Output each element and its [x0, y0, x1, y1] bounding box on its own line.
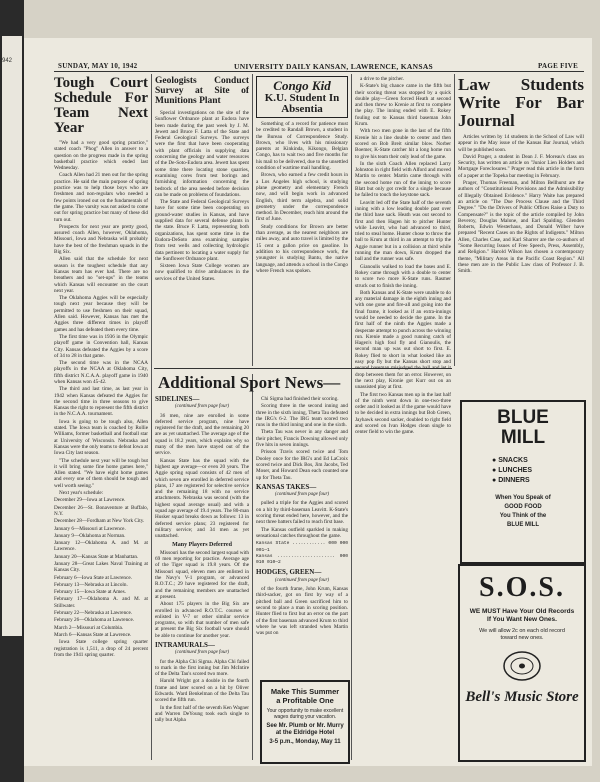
column-rule	[151, 74, 152, 760]
paragraph: Prisson Travis scored twice and Tom Dooley once for the IRG's and Ed LaCroix scored twice and Dick Bos, Jim Jacobs, Ted Moser, and Howard Dean each counted one up for Theta Tau.	[256, 449, 348, 481]
congo-banner: Congo Kid	[273, 78, 331, 93]
article-law-students	[458, 76, 584, 394]
headline-basketball: Tough Court Schedule For Team Next Year	[54, 76, 148, 136]
ad-summer-line: Your opportunity to make excellent wages during your vacation.	[266, 708, 344, 720]
record-icon	[502, 648, 542, 682]
paragraph: Kansas State has the squad with the highest age average—or even 20 years. The Aggie spring squad consists of 42 men of which seven are enrolled in deferred service plans, 17 are registered for selective service and the remaining 18 with no service attachments. Nebraska was second (with the highest squad average usual) and with a squad age average of 19.4 years. The 80-man Husker squad breaks down as follows: 13 in deferred service plans; 23 registered for military service; and 34 men as yet unattached.	[155, 457, 249, 540]
paragraph: a drive to the pitcher.	[360, 76, 404, 82]
paragraph: The third and last time, as last year in 1942 when Kansas defeated the Aggies for the second time in three seasons to give Kansas the right to represent the fifth district in the N.C.A.A. tournament.	[54, 386, 148, 418]
paragraph: Study conditions for Brown are better than average, as the nearest neighbors are miles away, and auto travel is limited by the 15 cent a gallon price on gasoline. In addition to his correspondence work, the youngster is studying Bantu, the native language, and attends a school in the Congo where French was spoken.	[256, 223, 348, 274]
paragraph: Prospects for next year are pretty good, assured coach Allen, however, Oklahoma, Missouri, Iowa and Nebraska will probably have the best of the freshman squads in the Big Six.	[54, 223, 148, 256]
paragraph: Next year's schedule:	[59, 490, 104, 497]
schedule-entry: February 26—Oklahoma at Lawrence.	[54, 617, 135, 624]
paragraph: Chi Sigma had finished their scoring.	[261, 396, 339, 402]
column-rule	[454, 74, 455, 366]
paragraph: Iowa State college spring quarter registration is 1,511, a drop of 24 percent from the 1941 spring quarter.	[54, 639, 148, 658]
headline-law: Law Students Write For Bar Journal	[458, 76, 584, 130]
header-rule	[54, 71, 584, 72]
ad-menu-list	[492, 456, 584, 486]
article-sidelines-intramurals	[155, 396, 249, 760]
newspaper-page	[24, 38, 592, 766]
article-baseball-continued	[355, 76, 451, 760]
paragraph: "The schedule next year will be tough but it will bring some fine home games here," Allen stated. "We have eight home games and every one of them should be tough and well worth seeing."	[54, 457, 148, 489]
paragraph: Allen said that the schedule for next season is the toughest schedule that any Kansas team has ever had. There are no breathers and no "set-ups" in the teams which Kansas will encounter on the court next year.	[54, 256, 148, 294]
continued-note: (continued from page four)	[174, 650, 230, 656]
box-score	[256, 541, 348, 566]
box-score-row: Kansas ..................... 000 010 010—2	[256, 553, 348, 566]
ad-tagline	[462, 494, 584, 530]
paragraph: Missouri has the second largest squad with 69 men reporting for practice. Average age of the Tiger squad is 19.8 years. Of the Missouri squad, eleven men are enlisted in the Navy's V-1 program, or advanced R.O.T.C.; 29 have registered for the draft, and the remaining members are unattached at present.	[155, 549, 249, 600]
paragraph: Iowa is going to be tough also, Allen stated. The Iowa team is coached by Rollie Williams, former basketball and football star at University of Wisconsin. Nebraska and Kansas were the only teams to defeat Iowa at Iowa City last season.	[54, 418, 148, 457]
paragraph: for the Alpha Chi Sigma. Alpha Chi failed to mark in the first inning but Jim McIntire of the Delta Tau's scored two more.	[155, 658, 249, 678]
ad-tag-line: BLUE MILL	[507, 522, 539, 528]
paragraph: K-State's big chance came in the fifth but their scoring threat was stopped by a quick double play—Green forced Heath at second and then threw to Krenie at first to complete the play. The inning ended with E. Rokey fouling out to Kansas third baseman John Krum.	[355, 83, 451, 128]
schedule-entry: February 22—Nebraska at Lawrence.	[54, 610, 133, 617]
schedule-entry: March 2—Missouri at Columbia.	[54, 624, 124, 631]
ad-title-line: MILL	[500, 427, 546, 448]
paragraph: Special investigations on the site of the Sunflower Ordnance plant at Eudora have been made during the past week by J. M. Jewett and Bruce F. Latta of the State and Federal Geological Surveys. The surveys were the first that have been cooperating with plant officials in supplying data concerning the geology and water resources of the De-Soto-Eudora area. Jewett has spent some time there locating stone quarries, examining cores from test borings and furnishing information concerning the bedrock of the area needed before decision can be made on problems of foundations.	[155, 110, 249, 198]
column-rule	[252, 74, 253, 366]
paragraph: Coach Allen had 21 men out for the spring practice. He said the main purpose of spring practice was to help those boys who are freshmen and non-regulars who needed a few points ironed out on the fundamentals of the game. The varsity was not asked to come out for spring practice but many of these did turn out.	[54, 172, 148, 223]
paragraph: Harold Wright got a double in the fourth frame and later scored on a hit by Oliver Edwards. Ward Benkelman of the Delta Tau scored the fifth run.	[155, 678, 249, 704]
ad-sos-line: WE MUST Have Your Old Records If You Want New Ones.	[469, 608, 575, 623]
schedule-entry: December 26—St. Bonaventure at Buffalo, N.Y.	[54, 504, 148, 517]
ad-summer-line: 3-5 p.m., Monday, May 11	[269, 739, 341, 745]
paragraph: Gianoulis walked to load the bases and E. Rokey came through with a double to center to score two more K-State runs. Rasmer struck out to finish the inning.	[355, 263, 451, 289]
schedule-entry: January 28—Great Lakes Naval Training at Kansas City.	[54, 561, 148, 574]
continued-note: (continued from page four)	[174, 404, 230, 410]
paragraph: pulled a triple for the Aggies and scored on a hit by third-baseman Leavitt. K-State's scoring threat ended here, however, and the next three batters failed to reach first base.	[256, 500, 348, 526]
header-paper-name: UNIVERSITY DAILY KANSAN, LAWRENCE, KANSAS	[234, 62, 434, 71]
headline-additional-sport-news: Additional Sport News—	[158, 373, 341, 392]
schedule-entry: January 12—Oklahoma A. and M. at Lawrence.	[54, 540, 148, 553]
paragraph: Brown, who earned a few credit hours in a Los Angeles high school, is studying plane geometry and elementary French now, and will begin work in advanced English, third term algebra, and solid geometry under the correspondence method. In December, reach him around the first of June.	[256, 172, 348, 223]
subhead-intramurals: INTRAMURALS—	[155, 640, 215, 649]
binder-edge	[0, 0, 24, 782]
headline-congo: K.U. Student In Absentia	[264, 92, 340, 115]
column-rule	[252, 374, 253, 760]
paragraph: Sixteen Iowa State College women are now qualified to drive ambulances in the services of the United States.	[155, 263, 249, 282]
paragraph: of the fourth frame, John Krum, Kansas third-sacker, got on first by way of a pitched ball and Green sacrificed him to second to place a man in scoring position. Hunter flied to first but an error on the part of the first baseman advanced Krum to third where he was left stranded when Martin was put on	[256, 586, 348, 637]
section-rule	[154, 368, 452, 369]
paragraph: Something of a record for patience must be credited to Randall Brown, a student in the Bureau of Correspondence Study. Brown, who lives with his missionary parents at Kinkinda, Kikongo, Belgian Congo, has to wait two and five months for his mail to be delivered, due to the unsettled condition of wartime mail handling.	[256, 121, 348, 172]
paragraph: With two men gone in the last of the fifth Krenie hit a line double to center and then scored on Bob Breit similar blow. Norber Boemer, K-State catcher hit a long home run to give his team their only lead of the game.	[355, 128, 451, 160]
column-rule	[351, 74, 352, 760]
ad-summer-line: See Mr. Plumb or Mr. Murry at the Eldridge Hotel	[266, 723, 344, 736]
ad-menu-item: ● LUNCHES	[492, 467, 533, 474]
paragraph: Leavitt led off the State half of the seventh inning with a low leading double past over the third base sack. Heath was out second to first and then Hagen hit to pitcher Hunter while Leavitt, who had advanced to third, tried to steal home. Hunter chose to throw the ball to Krum at third in an attempt to trip the Aggie runner but in a collision at third while running the man down, Krum dropped the ball and the runner was safe.	[355, 199, 451, 263]
article-basketball-schedule	[54, 76, 148, 760]
schedule-entry: January 20—Kansas State at Manhattan.	[54, 553, 139, 560]
schedule-entry: March 6—Kansas State at Lawrence.	[54, 631, 132, 638]
ad-summer-line: a Profitable One	[276, 696, 334, 705]
paragraph: The first time was in 1936 in the Olympic playoff game in Convention hall, Kansas City. Kansas defeated the Aggies by a score of 34 to 28 in that game.	[54, 333, 148, 359]
ad-menu-label: SNACKS	[498, 457, 528, 464]
paragraph: David Prager, a student in Dean J. F. Moreau's class on Security, has written an article on "Junior Lien Holders and Mortgage Foreclosures." Prager read this article in the form of a paper at the Topeka bar meeting in February.	[458, 153, 584, 179]
ad-blue-mill	[460, 400, 586, 564]
ad-menu-item: ● SNACKS	[492, 457, 528, 464]
continued-note: (continued from page four)	[274, 577, 330, 583]
ad-bells-music-store: Bell's Music Store	[465, 689, 579, 705]
ad-title-line: BLUE	[497, 407, 549, 428]
article-congo-kid	[256, 76, 348, 366]
subhead-deferred: Many Players Deferred	[172, 541, 232, 548]
ad-summer-line: Make This Summer	[270, 687, 340, 696]
ad-sos-title: S.O.S.	[479, 572, 565, 603]
paragraph: Articles written by 14 students in the School of Law will appear in the May issue of the Kansas Bar Journal, which will be published soon.	[458, 134, 584, 153]
binder-tab	[2, 36, 22, 636]
schedule-entry: January 6—Missouri at Lawrence.	[54, 525, 126, 532]
paragraph: About 175 players in the Big Six are enrolled in advanced R.O.T.C. courses or enlisted in V-7 or other similar service programs, so with that number of men safe at present the Big Six football ware should be able to continue for another year.	[155, 601, 249, 639]
binder-page-number: 942	[2, 58, 13, 64]
ad-tag-line: You Think of the	[499, 513, 547, 519]
paragraph: Prager, Thomas Freeman, and Milton Bellhurst are the authors of "Constitutional Provisions and the Admissibility of Illegally Obtained Evidence." Harry Waite has prepared an article on "The Due Process Clause and the Third Degree." "Do the Drivers of Public Offices Raise a Duty to Compensate?" is the topic of the article compiled by John Beveroy, Douglas Malone, and Earl Spalding. Glenden Roberts, Edwin Westerhaus, and Donald Wilber have prepared "Recent Cases on the Rights of Indigents." Milton Allen, Charles Case, and Karl Sharrer are the co-authors of "Some Recurring Issues of Free Speech, Press, Assembly, and Religion." Harold Wilson has chosen a contemporary theme, "Military Areas in the Pacific Coast Region." All these men are in the Public Law class of Professor J. B. Smith.	[458, 180, 584, 275]
headline-geologists: Geologists Conduct Survey at Site of Munitions Plant	[155, 76, 249, 106]
article-geologists	[155, 76, 249, 366]
schedule-entry: December 28—Fordham at New York City.	[54, 518, 145, 525]
ad-tag-line: GOOD FOOD	[504, 504, 542, 510]
ad-blue-mill-title	[462, 408, 584, 448]
ad-menu-item: ● DINNERS	[492, 477, 530, 484]
paragraph: The State and Federal Geological Surveys have for some time been cooperating on ground-water studies in Kansas, and have supplied data for several defense plants in the state. Bruce F. Latta, representing both organizations, has spent some time in the Eudora-DeSoto area examining samples from test wells and collecting hydrologic data pertinent to locating a water supply for the Sunflower Ordnance plant.	[155, 199, 249, 262]
paragraph: In the first half of the seventh Ken Wagner and Warren DeYoung took each single to tally but Alpha	[155, 704, 249, 724]
paragraph: 36 men, nine are enrolled in some deferred service program, nine have registered for the draft, and the remaining 20 are as yet unattached. The average age of the squad is 18.2 years, which explains why so many of the men have stayed out of the service.	[155, 412, 249, 457]
subhead-sidelines: SIDELINES—	[155, 396, 200, 403]
paragraph: Both Kansas and K-State were unable to do any material damage in the eighth inning and with one gone and fire-all and going into the final frame, it looked as if an extra-innings would be needed to decide the game. In the first half of the ninth the Aggies made a desperate attempt to punch across the winning run. Krenie made a good running catch of Hagen's high foul fly and Gianoulis, the second man up was out short to first. E. Rokey flied to short in what looked like an easy pop fly but the Kansas short stop and drop between them for an error. However, on the next play, Kronie got Kurr out on an unassisted play at first.	[355, 289, 451, 391]
ad-sos-line: We will allow 2c on each old record toward new ones.	[479, 628, 565, 641]
paragraph: The Kansas outfield sparkled in making sensational catches throughout the game.	[256, 526, 348, 539]
paragraph: In the sixth Coach Allen replaced Larry Johnston in right field with Alford and moved Martin to center. Martin came through with the second home run of the inning to score Blatt but only got credit for a single because he failed to touch the keystone sack.	[355, 160, 451, 199]
schedule-entry: February 13—Nebraska at Lincoln.	[54, 581, 128, 588]
ad-menu-label: DINNERS	[498, 477, 530, 484]
header-date: SUNDAY, MAY 10, 1942	[58, 62, 138, 70]
article-sports-column-b	[256, 396, 348, 678]
paragraph: Theta Tau was never in any danger and their pitcher, Francis Downing allowed only five hits in seven innings.	[256, 429, 348, 449]
schedule-entry: December 29—Iowa at Lawrence.	[54, 497, 126, 504]
subhead-hodges-green: HODGES, GREEN—	[256, 568, 322, 577]
header-page-number: PAGE FIVE	[538, 62, 579, 70]
ad-tag-line: When You Speak of	[495, 495, 551, 501]
ad-summer-job	[260, 680, 350, 764]
paragraph: The Oklahoma Aggies will be especially tough next year because they will be permitted to use freshmen on their squad, Allen said. However, Kansas has met the Aggies three different times in playoff games and has defeated them every time.	[54, 295, 148, 333]
paragraph: "We had a very good spring practice," stated coach "Phog" Allen in answer to a question on the progress made in the spring basketball practice which ended last Wednesday.	[54, 140, 148, 172]
paragraph: The first two Kansas men up in the last half of the ninth went down in one-two-three order and it looked as if the game would have to be decided in extra innings but Bob Green, Jayhawk second sacker, doubled to right field and scored on Ivan Hodges clean single to center field to win the game.	[355, 391, 451, 436]
ad-menu-label: LUNCHES	[498, 467, 533, 474]
schedule-entry: February 6—Iowa State at Lawrence.	[54, 574, 132, 581]
paragraph: The second time was in the NCAA playoffs in the NCAA at Oklahoma City, fifth district N.C.A.A. playoff game in 1940 when Kansas won 45-42.	[54, 360, 148, 385]
paragraph: Scoring three in the second inning and three in the sixth inning, Theta Tau defeated the IRG's 6-2. The IRG team scored two runs in the third inning and one in the sixth.	[256, 403, 348, 429]
schedule-entry: January 9—Oklahoma at Norman.	[54, 532, 126, 539]
ad-sos-bells	[458, 564, 586, 762]
box-score-row: Kansas State ............ 000 000 001—1	[256, 541, 348, 553]
continued-note: (continued from page four)	[274, 492, 330, 498]
schedule-entry: February 17—Oklahoma A. and M. at Stillwater.	[54, 596, 148, 609]
subhead-kansas-takes: KANSAS TAKES—	[256, 482, 317, 491]
congo-banner-box	[256, 76, 348, 118]
schedule-entry: February 15—Iowa State at Ames.	[54, 589, 126, 596]
